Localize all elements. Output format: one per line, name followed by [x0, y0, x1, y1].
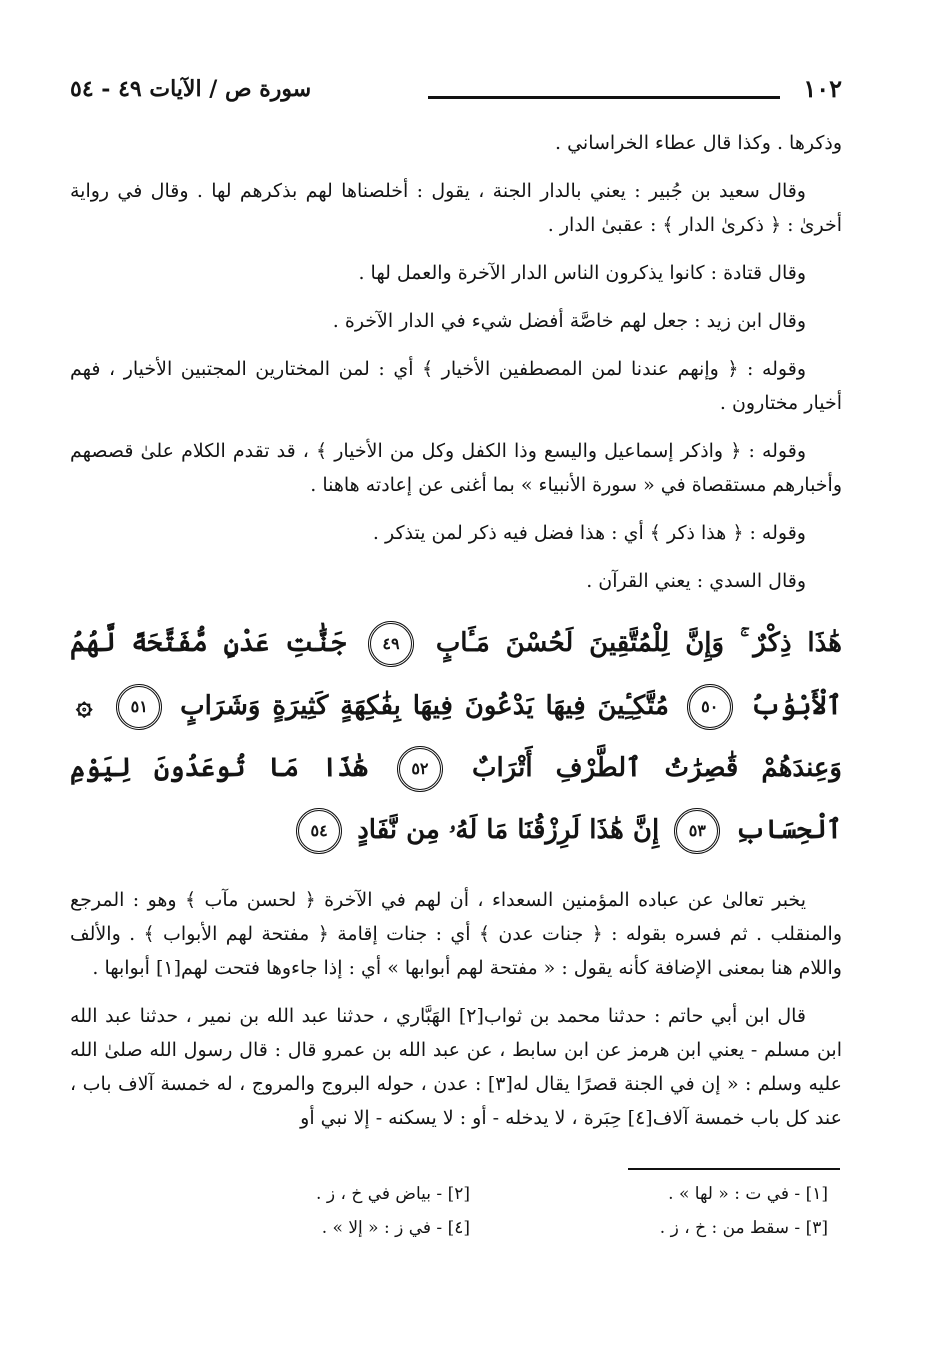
footnote: [٤] - في ز : « إلا » . [321, 1218, 470, 1238]
quran-verse-text: وَعِندَهُمْ قَٰصِرَٰتُ ٱلطَّرْفِ أَتْرَابٌ [472, 753, 842, 783]
page-header [70, 74, 842, 114]
footnote-rule [628, 1168, 840, 1170]
footnote: [١] - في ت : « لها » . [668, 1184, 828, 1204]
quran-verse-text: مُتَّكِـِٔينَ فِيهَا يَدْعُونَ فِيهَا بِفَٰكِهَةٍ كَثِيرَةٍ وَشَرَابٍ [180, 691, 669, 721]
running-title: سورة ص / الآيات ٤٩ - ٥٤ [70, 76, 312, 102]
footnote: [٢] - بياض في خ ، ز . [316, 1184, 470, 1204]
paragraph: وقال السدي : يعني القرآن . [586, 570, 806, 592]
paragraph: يخبر تعالىٰ عن عباده المؤمنين السعداء ، أن لهم في الآخرة ﴿ لحسن مآب ﴾ وهو : المرجع والمنقلب . ثم فسره بقوله : ﴿ جنات عدن ﴾ أي : جنات إقامة ﴿ مفتحة لهم الأبواب ﴾ . والألف واللام هنا بمعنى الإضافة كأنه يقول : « مفتحة لهم أبوابها » أي : إذا جاءوها فتحت لهم[١] أبوابها . [70, 889, 842, 979]
paragraph: وقال سعيد بن جُبير : يعني بالدار الجنة ، يقول : أخلصناها لهم بذكرهم لها . وقال في رواية أخرىٰ : ﴿ ذكرىٰ الدار ﴾ : عقبىٰ الدار . [70, 180, 842, 236]
footnotes [200, 1184, 828, 1252]
quran-verse-text: جَنَّٰتِ عَدْنٍ مُّفَتَّحَةً لَّهُمُ ٱلْأَبْوَٰبُ [70, 628, 842, 721]
quran-verse-text: إِنَّ هَٰذَا لَرِزْقُنَا مَا لَهُۥ مِن نَّفَادٍ [357, 815, 660, 845]
ayah-number-marker: ٥٢ [397, 746, 443, 792]
ayah-number-marker: ٥٠ [687, 684, 733, 730]
quran-passage [70, 612, 842, 861]
paragraph: وقوله : ﴿ هذا ذكر ﴾ أي : هذا فضل فيه ذكر لمن يتذكر . [372, 522, 806, 544]
footnote: [٣] - سقط من : خ ، ز . [659, 1218, 828, 1238]
quran-verse-text: هَٰذَا مَا تُوعَدُونَ لِيَوْمِ ٱلْحِسَابِ [70, 753, 842, 845]
header-rule [428, 96, 780, 99]
ayah-number-marker: ٥١ [116, 684, 162, 730]
paragraph: وذكرها . وكذا قال عطاء الخراساني . [554, 132, 842, 154]
ayah-number-marker: ٥٣ [674, 808, 720, 854]
paragraph: وقوله : ﴿ واذكر إسماعيل واليسع وذا الكفل وكل من الأخيار ﴾ ، قد تقدم الكلام علىٰ قصصهم وأخبارهم مستقصاة في « سورة الأنبياء » بما أغنى عن إعادته هاهنا . [70, 440, 842, 496]
paragraph: وقوله : ﴿ وإنهم عندنا لمن المصطفين الأخيار ﴾ أي : لمن المختارين المجتبين الأخيار ، فهم أخيار مختارون . [70, 358, 842, 414]
page-number: ١٠٢ [803, 74, 842, 103]
paragraph: وقال قتادة : كانوا يذكرون الناس الدار الآخرة والعمل لها . [358, 262, 806, 284]
page-body [70, 126, 842, 1149]
paragraph: قال ابن أبي حاتم : حدثنا محمد بن ثواب[٢] الهَبَّاري ، حدثنا عبد الله بن نمير ، حدثنا عبد الله ابن مسلم - يعني ابن هرمز عن ابن سابط ، عن عبد الله بن عمرو قال : قال رسول الله صلىٰ الله عليه وسلم : « إن في الجنة قصرًا يقال له[٣] : عدن ، حوله البروج والمروج ، له خمسة آلاف باب ، عند كل باب خمسة آلاف[٤] حِبَرة ، لا يدخله - أو : لا يسكنه - إلا نبي أو [70, 1005, 842, 1129]
ayah-number-marker: ٥٤ [296, 808, 342, 854]
paragraph: وقال ابن زيد : جعل لهم خاصَّة أفضل شيء في الدار الآخرة . [332, 310, 806, 332]
rub-el-hizb-icon: ۞ [76, 688, 93, 721]
ayah-number-marker: ٤٩ [368, 621, 414, 667]
quran-verse-text: هَٰذَا ذِكْرٌ ۚ وَإِنَّ لِلْمُتَّقِينَ لَحُسْنَ مَـَٔابٍ [435, 628, 842, 658]
